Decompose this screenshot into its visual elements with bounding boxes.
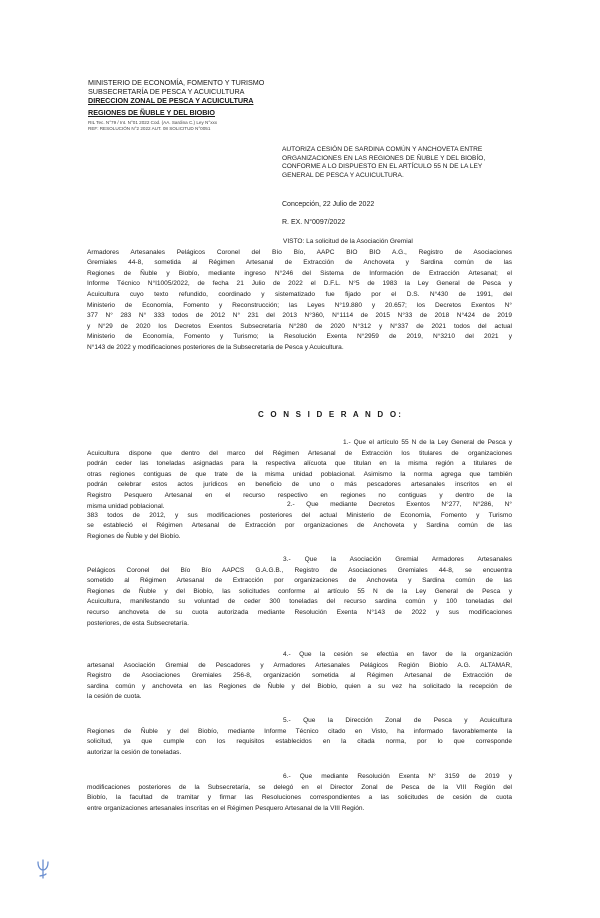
ministry-name: MINISTERIO DE ECONOMÍA, FOMENTO Y TURISMO: [88, 78, 265, 87]
visto-line: Regiones de Ñuble y Biobío, mediante ingreso N°246 del Sistema de Información de Extracción Artesanal; el: [87, 269, 512, 277]
visto-line: 377 N° 283 N° 333 todos de 2012 N° 231 del 2013 N°360, N°1114 de 2015 N°33 de 2018 N°424 de 2019: [87, 312, 512, 320]
paragraph-line: recurso anchoveta de su cuota autorizada mediante Resolución Exenta N°143 de 2022 y sus modificaciones: [87, 608, 512, 616]
paragraph-line: Pelágicos Coronel del Bío Bío AAPCS G.A.G.B., Registro de Asociaciones Gremiales 44-8, se encuentra: [87, 566, 512, 574]
paragraph-line: podrán celebrar estos actos jurídicos en beneficio de uno o más pescadores artesanales inscritos en el: [87, 481, 512, 489]
considerando-paragraph-5: [87, 716, 512, 758]
handwritten-initial: [35, 858, 51, 884]
paragraph-line: sometido al Régimen Artesanal de Extracción por organizaciones de Anchoveta y Sardina común de las: [87, 577, 512, 585]
considerando-paragraph-2: [87, 500, 512, 542]
document-date: Concepción, 22 Julio de 2022: [282, 201, 375, 208]
subject-line: GENERAL DE PESCA Y ACUICULTURA.: [282, 171, 404, 179]
paragraph-line: posteriores, de esta Subsecretaría.: [87, 619, 189, 627]
paragraph-line: solicitud, ya que cumple con los requisitos establecidos en la citada norma, por lo que corresponde: [87, 738, 512, 746]
paragraph-line: 6.- Que mediante Resolución Exenta N° 3159 de 2019 y: [283, 773, 512, 780]
letterhead: [88, 78, 264, 131]
visto-line: Acuicultura cuyo texto refundido, coordinado y sistematizado fue fijado por el D.S. N°430 de 1991, del: [87, 290, 512, 298]
paragraph-line: Registro de Asociaciones Gremiales 256-8, organización sometida al Régimen Artesanal de Extracción de: [87, 672, 512, 680]
regiones-name: REGIONES DE ÑUBLE Y DEL BIOBIO: [88, 108, 216, 117]
direccion-zonal: DIRECCION ZONAL DE PESCA Y ACUICULTURA: [88, 96, 254, 105]
paragraph-line: 3.- Que la Asociación Gremial Armadores Artesanales: [283, 556, 512, 563]
subject-line: CONFORME A LO DISPUESTO EN EL ARTÍCULO 55 N DE LA LEY: [282, 163, 483, 171]
visto-line: y N°29 de 2020 los Decretos Exentos Subsecretaría N°280 de 2020 N°312 y N°337 de 2021 todos del actual: [87, 322, 512, 330]
considerando-paragraph-6: [87, 772, 512, 814]
paragraph-line: Biobío, la facultad de tramitar y firmar las Resoluciones correspondientes a las solicitudes de cesión de cuota: [87, 794, 512, 802]
paragraph-line: Acuicultura dispone que dentro del marco del Régimen Artesanal de Extracción los titulares de organizaciones: [87, 449, 512, 457]
visto-line: Armadores Artesanales Pelágicos Coronel del Bío Bío, AAPC BIO BIO A.G., Registro de Asociaciones: [87, 248, 512, 256]
paragraph-line: sardina común y anchoveta en las Regiones de Ñuble y del Biobío, quien a su vez ha solicitado la recepción de: [87, 682, 512, 690]
subject-line: ORGANIZACIONES EN LAS REGIONES DE ÑUBLE Y DEL BIOBÍO,: [282, 154, 486, 162]
paragraph-line: Regiones de Ñuble y del Biobío, mediante Informe Técnico citado en Visto, ha informado favorablemente la: [87, 727, 512, 735]
visto-line: Ministerio de Economía, Fomento y Turismo; la Resolución Exenta N°2959 de 2019, N°3210 del 2021 y: [87, 333, 512, 341]
paragraph-line: Acuicultura, manifestando su voluntad de ceder 300 toneladas del recurso sardina común y 100 toneladas del: [87, 598, 512, 606]
visto-line: VISTO: La solicitud de la Asociación Gremial: [283, 238, 413, 245]
initial-mark-icon: [35, 858, 51, 880]
paragraph-line: autorizar la cesión de toneladas.: [87, 748, 182, 756]
visto-line: Ministerio de Economía, Fomento y Reconstrucción; las Leyes N°19.880 y 20.657; los Decretos Exentos N°: [87, 301, 512, 309]
subsecretaria-name: SUBSECRETARÍA DE PESCA Y ACUICULTURA: [88, 87, 245, 96]
considerando-paragraph-3: [87, 555, 512, 629]
subject-block: [282, 146, 485, 180]
paragraph-line: 1.- Que el artículo 55 N de la Ley General de Pesca y: [343, 439, 512, 446]
paragraph-line: Regiones de Ñuble y del Biobío.: [87, 532, 181, 540]
resolution-number: R. EX. N°0097/2022: [282, 219, 346, 226]
paragraph-line: 5.- Que la Dirección Zonal de Pesca y Acuicultura: [283, 717, 512, 724]
paragraph-line: se estableció el Régimen Artesanal de Extracción por organizaciones de Anchoveta y Sardina común de las: [87, 522, 512, 530]
paragraph-line: 383 todos de 2012, y sus modificaciones posteriores del actual Ministerio de Economía, Fomento y Turismo: [87, 511, 512, 519]
visto-line: N°143 de 2022 y modificaciones posteriores de la Subsecretaría de Pesca y Acuicultura.: [87, 343, 344, 351]
reference-line: RIL Tec. N°79 / Int. N°01 2022 Cod. (AA. Sardina C.) Ley N°xxx: [88, 120, 218, 125]
paragraph-line: entre organizaciones artesanales inscritas en el Régimen Pesquero Artesanal de la VIII Región.: [87, 804, 365, 812]
paragraph-line: otras regiones contiguas de que trate de la misma unidad poblacional. Asimismo la norma agrega que también: [87, 470, 512, 478]
reference-line: REF: RESOLUCIÓN N°2 2022 AUT. 08 SOLICITUD N°0051: [88, 125, 211, 131]
paragraph-line: la cesión de cuota.: [87, 693, 142, 701]
paragraph-line: 2.- Que mediante Decretos Exentos N°277, N°286, N°: [287, 501, 512, 508]
paragraph-line: misma unidad poblacional.: [87, 502, 165, 510]
visto-line: Informe Técnico N°I1005/2022, de fecha 21 Julio de 2022 el D.F.L. N°5 de 1983 la Ley General de Pesca y: [87, 280, 512, 288]
paragraph-line: Regiones de Ñuble y del Biobío, las solicitudes conforme al artículo 55 N de la Ley General de Pesca y: [87, 587, 512, 595]
visto-line: Gremiales 44-8, sometida al Régimen Artesanal de Extracción de Anchoveta y Sardina común de las: [87, 259, 512, 267]
visto-paragraph: [87, 237, 512, 354]
paragraph-line: podrán ceder las toneladas asignadas para la respectiva alícuota que titulan en la misma región a titulares de: [87, 460, 512, 468]
subject-line: AUTORIZA CESIÓN DE SARDINA COMÚN Y ANCHOVETA ENTRE: [282, 146, 483, 153]
paragraph-line: modificaciones posteriores de la Subsecretaría, se delegó en el Director Zonal de Pesca de la VIII Región del: [87, 783, 512, 791]
paragraph-line: Registro Pesquero Artesanal en el recurso respectivo en regiones no contiguas y dentro de la: [87, 491, 512, 499]
paragraph-line: artesanal Asociación Gremial de Pescadores y Armadores Artesanales Pelágicos Región Biobío A.G. ALTAMAR,: [87, 661, 512, 669]
considerando-paragraph-4: [87, 650, 512, 703]
paragraph-line: 4.- Que la cesión se efectúa en favor de la organización: [283, 651, 512, 658]
considerando-heading: C O N S I D E R A N D O:: [258, 410, 404, 419]
